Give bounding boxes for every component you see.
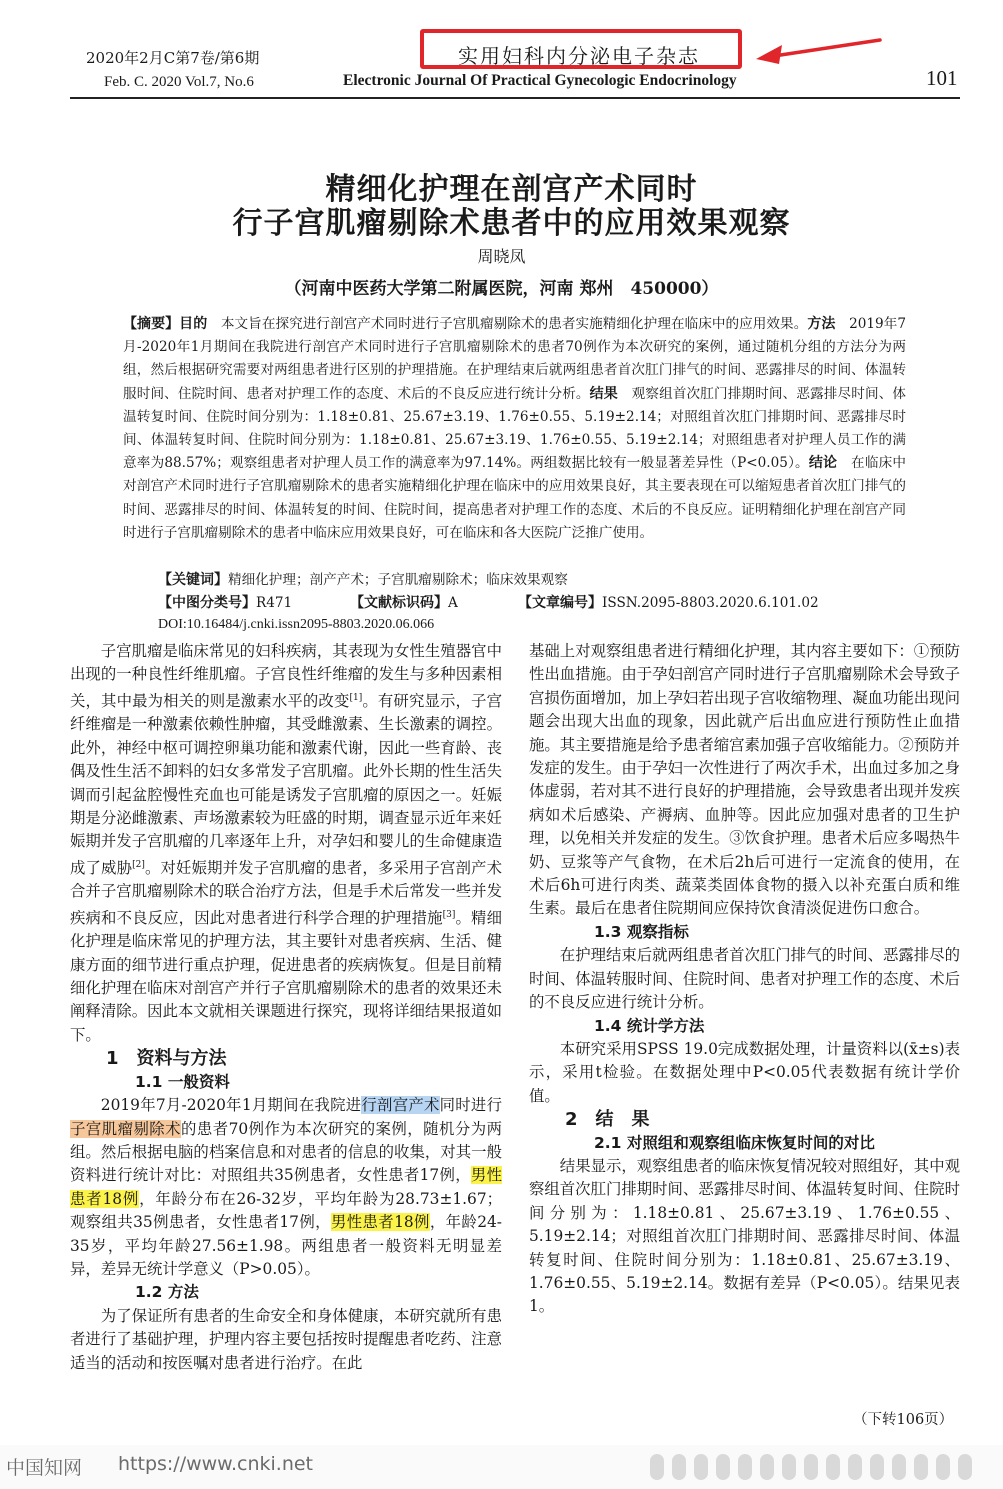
annotation-arrow-icon	[752, 34, 887, 66]
doi: DOI:10.16484/j.cnki.issn2095-8803.2020.06.066	[158, 617, 435, 632]
journal-title-cn: 实用妇科内分泌电子杂志	[458, 44, 700, 68]
section-heading-1-1: 1.1 一般资料	[135, 1072, 230, 1091]
abstract-result-label: 结果	[589, 385, 618, 402]
keywords-label: 【关键词】	[158, 572, 228, 588]
section-heading-2-1: 2.1 对照组和观察组临床恢复时间的对比	[594, 1133, 875, 1152]
issue-date-cn: 2020年2月C第7卷/第6期	[86, 49, 260, 67]
nursing-paragraph: 基础上对观察组患者进行精细化护理，其内容主要如下：①预防性出血措施。由于孕妇剖宫产同时进行子宫肌瘤剔除术会导致子宫损伤面增加，加上孕妇若出现子宫收缩物理、凝血功能出现问题会出现大出血的现象，因此就产后出血应进行预防性止血措施。其主要措施是给予患者缩宫素加强子宫收缩能力。②预防并发症的发生。由于孕妇一次性进行了两次手术，出血过多加之身体虚弱，若对其不进行良好的护理措施，会导致患者出现并发疾病如术后感染、产褥病、血肿等。因此应加强对患者的卫生护理，以免相关并发症的发生。③饮食护理。患者术后应多喝热牛奶、豆浆等产气食物，在术后2h后可进行一定流食的使用，在术后6h可进行肉类、蔬菜类固体食物的摄入以补充蛋白质和维生素。最后在患者住院期间应保持饮食清淡促进伤口愈合。	[529, 642, 960, 918]
highlight-cesarean: 行剖宫产术	[361, 1096, 440, 1115]
issue-info	[86, 46, 259, 94]
section-heading-1-4: 1.4 统计学方法	[594, 1016, 705, 1035]
site-name: 中国知网	[6, 1457, 83, 1479]
body-left-column	[70, 640, 502, 1375]
highlight-myomectomy: 子宫肌瘤剔除术	[70, 1119, 182, 1138]
abstract	[123, 313, 906, 545]
method-paragraph: 为了保证所有患者的生命安全和身体健康，本研究就所有患者进行了基础护理，护理内容主要包括按时提醒患者吃药、注意适当的活动和按医嘱对患者进行治疗。在此	[70, 1306, 502, 1372]
abstract-conclusion: 在临床中对剖宫产术同时进行子宫肌瘤剔除术的患者实施精细化护理在临床中的应用效果良好，其主要表现在可以缩短患者首次肛门排气的时间、恶露排尽的时间、体温转复的时间、住院时间，提高患者对护理工作的态度、术后的不良反应。证明精细化护理在剖宫产同时进行子宫肌瘤剔除术的患者中临床应用效果良好，可在临床和各大医院广泛推广使用。	[123, 455, 907, 541]
intro-paragraph: 子宫肌瘤是临床常见的妇科疾病，其表现为女性生殖器官中出现的一种良性纤维肌瘤。子宫良性纤维瘤的发生与多种因素相关，其中最为相关的则是激素水平的改变[1]。有研究显示，子宫纤维瘤是一种激素依赖性肿瘤，其受雌激素、生长激素的调控。此外，神经中枢可调控卵巢功能和激素代谢，因此一些育龄、丧偶及性生活不卸料的妇女多常发子宫肌瘤。此外长期的性生活失调而引起盆腔慢性充血也可能是诱发子宫肌瘤的原因之一。妊娠期是分泌雌激素、声场激素较为旺盛的时期，调查显示近年来妊娠期并发子宫肌瘤的几率逐年上升，对孕妇和婴儿的生命健康造成了威胁[2]。对妊娠期并发子宫肌瘤的患者，多采用子宫剖产术合并子宫肌瘤剔除术的联合治疗方法，但是手术后常发一些并发疾病和不良反应，因此对患者进行科学合理的护理措施[3]。精细化护理是临床常见的护理方法，其主要针对患者疾病、生活、健康方面的细节进行重点护理，促进患者的疾病恢复。但是目前精细化护理在临床对剖宫产并行子宫肌瘤剔除术的患者的效果还未阐释清除。因此本文就相关课题进行探究，现将详细结果报道如下。	[70, 642, 502, 1044]
clc-number: 【中图分类号】R471	[158, 595, 293, 611]
barcode-watermark-icon	[640, 1448, 1000, 1486]
section-heading-2: 2 结 果	[565, 1109, 650, 1131]
abstract-method-label: 方法	[807, 316, 836, 332]
affiliation: （河南中医药大学第二附属医院，河南 郑州 450000）	[284, 279, 719, 299]
abstract-label: 【摘要】目的	[123, 316, 208, 332]
abstract-purpose: 本文旨在探究进行剖宫产术同时进行子宫肌瘤剔除术的患者实施精细化护理在临床中的应用效果。	[207, 316, 808, 332]
annotation-box	[420, 29, 742, 69]
section-heading-1-3: 1.3 观察指标	[594, 922, 689, 941]
keywords-value: 精细化护理；剖产产术；子宫肌瘤剔除术；临床效果观察	[228, 572, 568, 588]
abstract-conclusion-label: 结论	[808, 455, 838, 472]
keywords	[158, 568, 568, 589]
site-url[interactable]: https://www.cnki.net	[118, 1453, 314, 1475]
citation-3: [3]	[442, 909, 456, 920]
header-rule	[70, 97, 960, 99]
article-title-line1: 精细化护理在剖宫产术同时	[325, 172, 698, 207]
statistics-paragraph: 本研究采用SPSS 19.0完成数据处理，计量资料以(x̄±s)表示，采用t检验。在数据处理中P<0.05代表数据有统计学价值。	[529, 1039, 960, 1105]
article-title-line2: 行子宫肌瘤剔除术患者中的应用效果观察	[232, 206, 791, 241]
section-heading-1-2: 1.2 方法	[135, 1283, 199, 1302]
highlight-male-patients-observation: 男性患者18例	[330, 1213, 430, 1232]
abstract-result: 观察组首次肛门排期时间、恶露排尽时间、体温转复时间、住院时间分别为：1.18±0.81、25.67±3.19、1.76±0.55、5.19±2.14；对照组首次肛门排期时间、恶露排尽时间、体温转复时间、住院时间分别为：1.18±0.81、25.67±3.19、1.76±0.55、5.19±2.14；对照组患者对护理人员工作的满意率为88.57%；观察组患者对护理人员工作的满意率为97.14%。两组数据比较有一般显著差异性（P<0.05）。	[123, 385, 907, 472]
highlight-male-patients-control: 男性患者18例	[70, 1166, 502, 1208]
section-heading-1: 1 资料与方法	[106, 1048, 227, 1070]
journal-title-en: Electronic Journal Of Practical Gynecologic Endocrinology	[343, 72, 737, 89]
citation-1: [1]	[349, 692, 363, 703]
citation-2: [2]	[132, 859, 145, 870]
document-code: 【文献标识码】A	[350, 595, 458, 611]
page-number: 101	[926, 66, 958, 90]
author: 周晓凤	[477, 247, 526, 266]
continued-note: （下转106页）	[853, 1412, 954, 1428]
body-right-column	[529, 640, 960, 1319]
general-data-paragraph: 2019年7月-2020年1月期间在我院进行剖宫产术同时进行子宫肌瘤剔除术的患者70例作为本次研究的案例，随机分为两组。然后根据电脑的档案信息和对患者的信息的收集，对其一般资料进行统计对比：对照组共35例患者，女性患者17例，男性患者18例，年龄分布在26-32岁，平均年龄为28.73±1.67；观察组共35例患者，女性患者17例，男性患者18例，年龄24-35岁，平均年龄27.56±1.98。两组患者一般资料无明显差异，差异无统计学意义（P>0.05）。	[70, 1096, 503, 1278]
indicators-paragraph: 在护理结束后就两组患者首次肛门排气的时间、恶露排尽的时间、体温转服时间、住院时间、患者对护理工作的态度、术后的不良反应进行统计分析。	[529, 946, 960, 1012]
abstract-method: 2019年7月-2020年1月期间在我院进行剖宫产术同时进行子宫肌瘤剔除术的患者70例作为本次研究的案例，通过随机分组的方法分为两组，然后根据研究需要对两组患者进行区别的护理措施。在护理结束后就两组患者首次肛门排气的时间、恶露排尽的时间、体温转服时间、住院时间、患者对护理工作的态度、术后的不良反应进行统计分析。	[123, 316, 907, 402]
article-number: 【文章编号】ISSN.2095-8803.2020.6.101.02	[518, 595, 819, 611]
results-paragraph: 结果显示，观察组患者的临床恢复情况较对照组好，其中观察组首次肛门排期时间、恶露排尽时间、体温转复时间、住院时间分别为：1.18±0.81、25.67±3.19、1.76±0.55、5.19±2.14；对照组首次肛门排期时间、恶露排尽时间、体温转复时间、住院时间分别为：1.18±0.81、25.67±3.19、1.76±0.55、5.19±2.14。数据有差异（P<0.05）。结果见表1。	[529, 1156, 960, 1316]
issue-date-en: Feb. C. 2020 Vol.7, No.6	[104, 74, 254, 90]
